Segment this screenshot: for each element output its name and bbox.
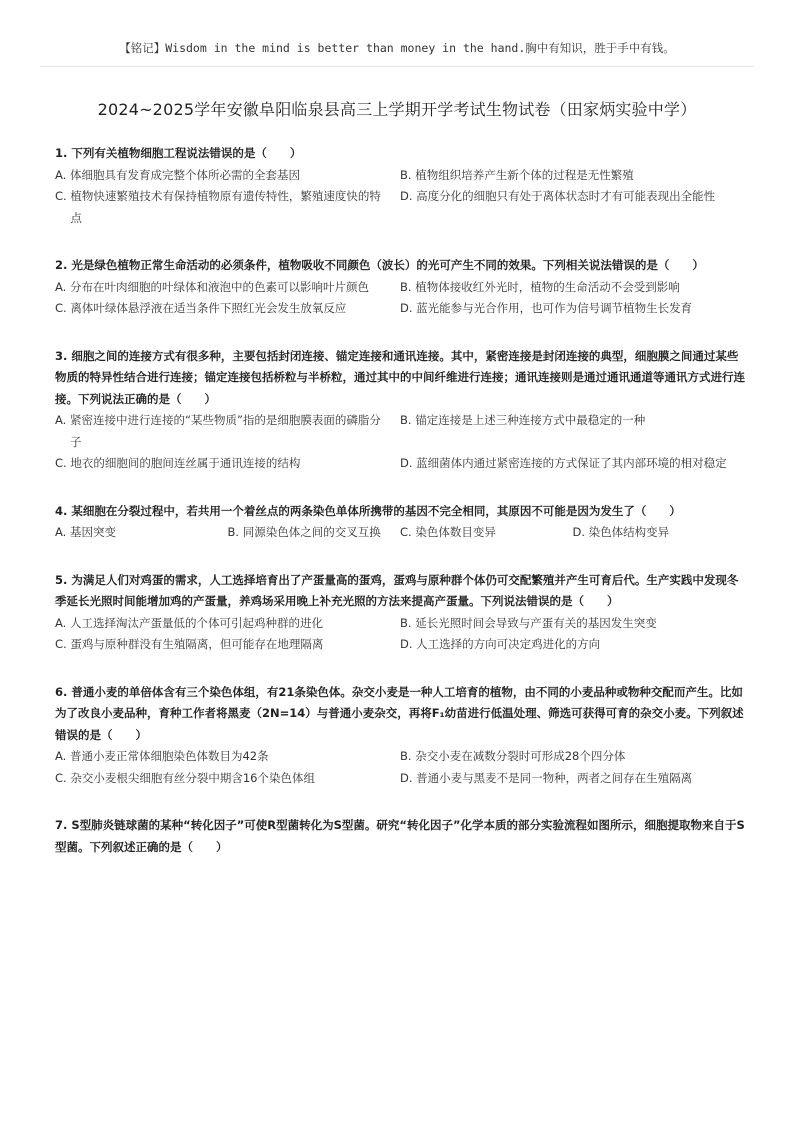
option-b[interactable]: [400, 613, 745, 635]
question-6: [55, 682, 745, 790]
question-stem: 2. 光是绿色植物正常生命活动的必须条件，植物吸收不同颜色（波长）的光可产生不同的效果。下列相关说法错误的是（ ）: [55, 258, 704, 272]
option-text: 染色体数目变异: [415, 525, 496, 539]
option-key: B.: [227, 525, 243, 539]
option-key: C.: [55, 637, 71, 651]
option-key: C.: [400, 525, 416, 539]
option-b[interactable]: [400, 165, 745, 187]
question-stem: 1. 下列有关植物细胞工程说法错误的是（ ）: [55, 146, 302, 160]
header-motto: 【铭记】Wisdom in the mind is better than money in the hand.胸中有知识，胜于手中有钱。: [119, 41, 675, 55]
option-key: A.: [55, 167, 70, 182]
option-text: 植物快速繁殖技术有保持植物原有遗传特性，繁殖速度快的特点: [70, 189, 381, 225]
option-key: B.: [400, 413, 416, 427]
question-stem: 7. S型肺炎链球菌的某种“转化因子”可使R型菌转化为S型菌。研究“转化因子”化学本质的部分实验流程如图所示，细胞提取物来自于S型菌。下列叙述正确的是（ ）: [55, 818, 745, 854]
option-key: D.: [400, 637, 417, 651]
option-key: C.: [55, 770, 71, 785]
question-2: [55, 255, 745, 320]
option-a[interactable]: [55, 613, 400, 635]
question-list: [55, 143, 745, 884]
option-key: D.: [400, 456, 417, 470]
question-stem: 3. 细胞之间的连接方式有很多种，主要包括封闭连接、锚定连接和通讯连接。其中，紧密连接是封闭连接的典型，细胞膜之间通过某些物质的特异性结合进行连接；锚定连接包括桥粒与半桥粒，通过其中的中间纤维进行连接；通讯连接则是通过通讯通道等通讯方式进行连接。下列说法正确的是（ ）: [55, 348, 745, 406]
question-5: [55, 570, 745, 656]
option-list: [55, 746, 745, 789]
option-text: 人工选择淘汰产蛋量低的个体可引起鸡种群的进化: [69, 615, 323, 630]
option-text: 延长光照时间会导致与产蛋有关的基因发生突变: [415, 615, 657, 630]
question-7: [55, 815, 745, 858]
option-a[interactable]: [55, 410, 400, 453]
option-d[interactable]: [400, 298, 745, 320]
option-d[interactable]: [400, 634, 745, 656]
option-text: 离体叶绿体悬浮液在适当条件下照红光会发生放氧反应: [70, 301, 347, 315]
option-c[interactable]: [55, 768, 400, 790]
option-b[interactable]: [400, 410, 745, 453]
question-3: [55, 346, 745, 475]
option-text: 杂交小麦根尖细胞有丝分裂中期含16个染色体组: [70, 770, 315, 785]
option-d[interactable]: [400, 768, 745, 790]
option-a[interactable]: [55, 277, 400, 299]
option-d[interactable]: [400, 186, 745, 229]
header-divider: [40, 66, 754, 67]
option-text: 高度分化的细胞只有处于离体状态时才有可能表现出全能性: [416, 189, 716, 203]
option-b[interactable]: [228, 522, 401, 544]
option-text: 蛋鸡与原种群没有生殖隔离，但可能存在地理隔离: [70, 637, 324, 651]
exam-title: 2024~2025学年安徽阜阳临泉县高三上学期开学考试生物试卷（田家炳实验中学）: [97, 100, 697, 119]
option-text: 染色体结构变异: [588, 525, 670, 539]
option-key: D.: [572, 525, 589, 539]
option-text: 普通小麦正常体细胞染色体数目为42条: [69, 749, 269, 763]
option-list: [55, 277, 745, 320]
option-text: 普通小麦与黑麦不是同一物种，两者之间存在生殖隔离: [416, 770, 693, 785]
question-4: [55, 501, 745, 544]
option-text: 植物组织培养产生新个体的过程是无性繁殖: [415, 167, 634, 182]
question-stem: 5. 为满足人们对鸡蛋的需求，人工选择培育出了产蛋量高的蛋鸡，蛋鸡与原种群个体仍可交配繁殖并产生可育后代。生产实践中发现冬季延长光照时间能增加鸡的产蛋量，养鸡场采用晚上补充光照的方法来提高产蛋量。下列说法错误的是（ ）: [55, 572, 739, 608]
option-key: C.: [55, 456, 71, 470]
option-key: A.: [55, 413, 70, 427]
option-text: 体细胞具有发育成完整个体所必需的全套基因: [69, 167, 300, 182]
option-c[interactable]: [400, 522, 573, 544]
option-c[interactable]: [55, 453, 400, 475]
option-key: D.: [400, 770, 417, 785]
option-c[interactable]: [55, 186, 400, 229]
option-key: B.: [400, 167, 416, 182]
option-c[interactable]: [55, 634, 400, 656]
option-text: 人工选择的方向可决定鸡进化的方向: [416, 637, 601, 651]
option-text: 同源染色体之间的交叉互换: [242, 525, 381, 539]
option-list: [55, 522, 745, 544]
option-list: [55, 613, 745, 656]
option-b[interactable]: [400, 746, 745, 768]
option-b[interactable]: [400, 277, 745, 299]
option-text: 锚定连接是上述三种连接方式中最稳定的一种: [415, 413, 646, 427]
option-text: 蓝光能参与光合作用，也可作为信号调节植物生长发育: [416, 301, 693, 315]
option-key: B.: [400, 279, 416, 294]
option-list: [55, 165, 745, 230]
option-a[interactable]: [55, 746, 400, 768]
option-key: C.: [55, 189, 71, 203]
option-text: 植物体接收红外光时，植物的生命活动不会受到影响: [415, 279, 680, 294]
option-a[interactable]: [55, 165, 400, 187]
option-key: A.: [55, 749, 70, 763]
option-list: [55, 410, 745, 475]
option-text: 紧密连接中进行连接的“某些物质”指的是细胞膜表面的磷脂分子: [69, 413, 381, 449]
option-text: 分布在叶肉细胞的叶绿体和液泡中的色素可以影响叶片颜色: [69, 279, 369, 294]
option-text: 杂交小麦在减数分裂时可形成28个四分体: [415, 749, 626, 763]
option-d[interactable]: [573, 522, 746, 544]
question-stem: 4. 某细胞在分裂过程中，若共用一个着丝点的两条染色单体所携带的基因不完全相同，其原因不可能是因为发生了（ ）: [55, 503, 681, 518]
option-c[interactable]: [55, 298, 400, 320]
question-1: [55, 143, 745, 229]
question-stem: 6. 普通小麦的单倍体含有三个染色体组，有21条染色体。杂交小麦是一种人工培育的植物，由不同的小麦品种或物种交配而产生。比如为了改良小麦品种，育种工作者将黑麦（2N=14）与普通小麦杂交，再将F₁幼苗进行低温处理、筛选可获得可育的杂交小麦。下列叙述错误的是（ ）: [55, 684, 744, 742]
option-key: C.: [55, 301, 71, 315]
option-key: B.: [400, 749, 416, 763]
option-text: 基因突变: [69, 525, 116, 539]
option-d[interactable]: [400, 453, 745, 475]
option-key: A.: [55, 525, 70, 539]
option-key: A.: [55, 615, 70, 630]
option-a[interactable]: [55, 522, 228, 544]
option-text: 地衣的细胞间的胞间连丝属于通讯连接的结构: [70, 456, 301, 470]
option-key: B.: [400, 615, 416, 630]
option-key: D.: [400, 301, 417, 315]
option-text: 蓝细菌体内通过紧密连接的方式保证了其内部环境的相对稳定: [416, 456, 727, 470]
option-key: A.: [55, 279, 70, 294]
option-key: D.: [400, 189, 417, 203]
